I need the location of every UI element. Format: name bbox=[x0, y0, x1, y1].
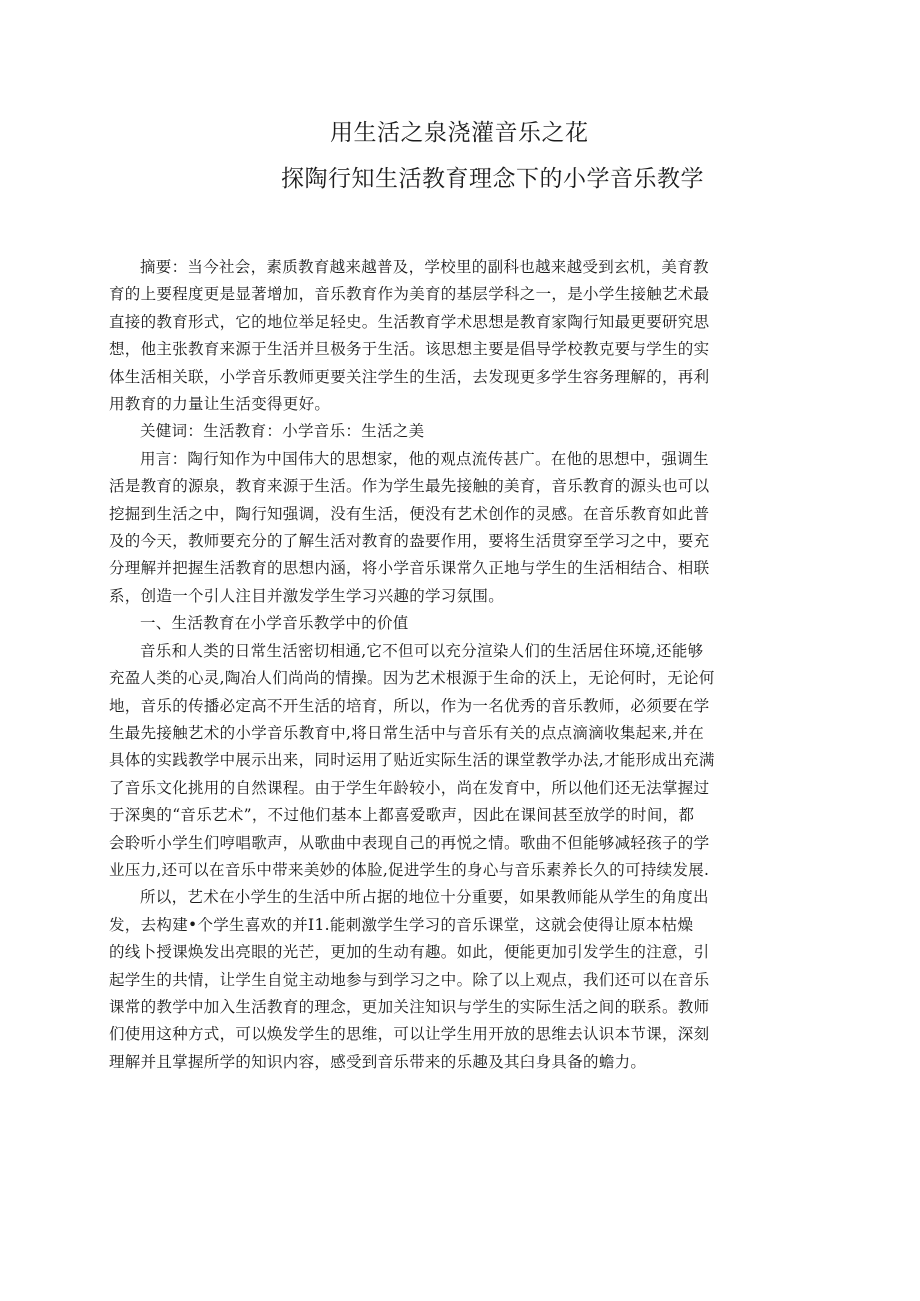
text-line: 理解并且掌握所学的知识内容，感受到音乐带来的乐趣及其臼身具备的蟾力。 bbox=[109, 1052, 647, 1071]
document-title: 用生活之泉浇灌音乐之花 bbox=[330, 120, 589, 146]
document-body bbox=[109, 254, 785, 1076]
text-line: 会聆听小学生们哼唱歌声，从歌曲中表现自己的再悦之情。歌曲不但能够减轻孩子的学 bbox=[109, 833, 710, 852]
text-line: 生最先接触艺术的小学音乐教育中,将日常生活中与音乐有关的点点滴滴收集起来,并在 bbox=[109, 723, 705, 742]
text-line: 一、生活教育在小学音乐教学中的价值 bbox=[140, 614, 409, 633]
document-subtitle: 探陶行知生活教育理念下的小学音乐教学 bbox=[281, 166, 704, 192]
abstract-paragraph bbox=[109, 254, 785, 418]
text-line: 系，创造一个引人注目并激发学生学习兴趣的学习氛围。 bbox=[109, 586, 505, 605]
text-line: 用教育的力量让生活变得更好。 bbox=[109, 395, 331, 414]
text-line: 挖掘到生活之中，陶行知强调，没有生活，便没有艺术创作的灵感。在音乐教育如此普 bbox=[109, 504, 710, 523]
section-1-paragraph-1 bbox=[109, 638, 785, 885]
section-heading bbox=[140, 610, 785, 637]
text-line: 分理解并把握生活教育的思想内涵，将小学音乐课常久正地与学生的生活相结合、相联 bbox=[109, 559, 710, 578]
text-line: 课常的教学中加入生活教育的理念，更加关注知识与学生的实际生活之间的联系。教师 bbox=[109, 997, 710, 1016]
text-line: 所以，艺术在小学生的生活中所占据的地位十分重要，如果教师能从学生的角度出 bbox=[140, 888, 709, 907]
text-line: 及的今天，教师要充分的了解生活对教育的盎要作用，要将生活贯穿至学习之中，要充 bbox=[109, 532, 710, 551]
keywords-line bbox=[140, 418, 785, 445]
text-line: 的线卜授课焕发出亮眼的光芒，更加的生动有趣。如此，便能更加引发学生的注意，引 bbox=[109, 943, 710, 962]
text-line: 发，去构建•个学生喜欢的并I1.能刺激学生学习的音乐课堂，这就会使得让原本枯燥 bbox=[109, 915, 694, 934]
text-line: 地，音乐的传播必定高不开生活的培育，所以，作为一名优秀的音乐教师，必须要在学 bbox=[109, 696, 710, 715]
text-line: 直接的教育形式，它的地位举足轻史。生活教育学术思想是教育家陶行知最更要研究思 bbox=[109, 312, 710, 331]
text-line: 摘要：当今社会，素质教育越来越普及，学校里的副科也越来越受到玄机，美育教 bbox=[140, 258, 709, 276]
text-line: 用言：陶行知作为中国伟大的思想家，他的观点流传甚广。在他的思想中，强调生 bbox=[140, 449, 709, 468]
text-line: 业压力,还可以在音乐中带来美妙的体脸,促进学生的身心与音乐素养长久的可持续发展. bbox=[109, 860, 710, 879]
text-line: 充盈人类的心灵,陶冶人们尚尚的情操。因为艺术根源于生命的沃上，无论何时，无论何 bbox=[109, 669, 715, 688]
text-line: 起学生的共情，让学生自觉主动地参与到学习之中。除了以上观点，我们还可以在音乐 bbox=[109, 970, 710, 989]
text-line: 体生活相关联，小学音乐教师更要关注学生的生活，去发现更多学生容务理解的，再利 bbox=[109, 367, 710, 386]
text-line: 想，他主张教育来源于生活并旦极务于生活。该思想主要是倡导学校教克要与学生的实 bbox=[109, 340, 710, 359]
text-line: 音乐和人类的日常生活密切相通,它不但可以充分渲染人们的生活居住环境,还能够 bbox=[140, 641, 704, 660]
text-line: 关健词：生活教育：小学音乐：生活之美 bbox=[140, 422, 425, 441]
text-line: 具体的实践教学中展示出来，同时运用了贴近实际生活的课堂教学办法,才能形成出充满 bbox=[109, 751, 715, 770]
text-line: 了音乐文化挑用的自然课程。由于学生年龄较小，尚在发育中，所以他们还无法掌握过 bbox=[109, 778, 710, 797]
intro-paragraph bbox=[109, 446, 785, 610]
section-1-paragraph-2 bbox=[109, 884, 785, 1076]
text-line: 活是教育的源泉，教育来源于生活。作为学生最先接触的美育，音乐教育的源头也可以 bbox=[109, 477, 710, 496]
text-line: 们使用这种方式，可以焕发学生的思维，可以让学生用开放的思维去认识本节课，深刻 bbox=[109, 1025, 710, 1044]
text-line: 育的上要程度更是显著增加，音乐教育作为美育的基层学科之一，是小学生接触艺术最 bbox=[109, 285, 710, 304]
text-line: 于深奥的“音乐艺术”，不过他们基本上都喜爱歌声，因此在课间甚至放学的时间，都 bbox=[109, 806, 695, 825]
